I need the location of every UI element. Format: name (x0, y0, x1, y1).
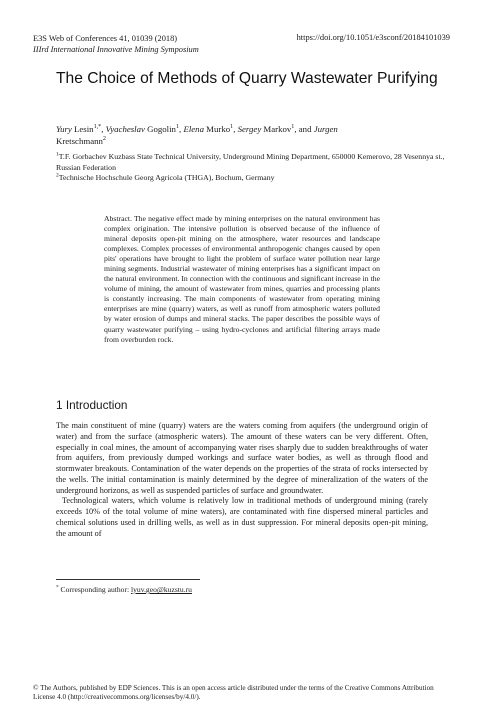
author-last-name: Kretschmann (56, 135, 103, 146)
author-first-name: Vyacheslav (105, 124, 145, 134)
conference-line: IIIrd International Innovative Mining Symposium (33, 45, 199, 54)
author-first-name: Jurgen (313, 124, 338, 134)
author-last-name: Lesin (71, 124, 94, 134)
email-link[interactable]: lyuv.geo@kuzstu.ru (131, 585, 192, 594)
affiliation-2 (56, 173, 446, 184)
footnote-mark: * (56, 584, 59, 591)
license-notice: © The Authors, published by EDP Sciences. This is an open access article distributed under the terms of the Creative Commons Attribution License 4.0 (http://creativecommons.org/licenses/by/4.0/). (33, 684, 434, 702)
author-list: Yury Lesin$^{1,*}$, Vyacheslav Gogolin$^1$, Elena Murko$^1$, Sergey Markov$^1$, and Jurgen Kretschmann$^2$ (56, 124, 338, 146)
affiliation-list (56, 152, 446, 184)
footnote-label: Corresponding author: (58, 585, 131, 594)
affil-text: Technische Hochschule Georg Agricola (THGA), Bochum, Germany (58, 173, 275, 183)
author-affil-mark: 1,* (93, 124, 102, 131)
author-last-name: Gogolin (144, 124, 176, 134)
body-paragraph-2: Technological waters, which volume is relatively low in traditional methods of underground mining (rarely exceeds 10% of the total volume of mine waters), are contaminated with fine dispersed mineral particles and chemical solutions used in drilling wells, as well as in dust suppression. For mineral deposits open-pit mining, the amount of (56, 496, 428, 538)
author-last-name: Murko (203, 124, 231, 134)
author-first-name: Sergey (237, 124, 262, 134)
author-affil-mark: 1 (291, 124, 295, 131)
author-affil-mark: 1 (230, 124, 234, 131)
author-last-name: Markov (261, 124, 292, 134)
affiliation-1 (56, 152, 446, 173)
body-paragraph-1: The main constituent of mine (quarry) waters are the waters coming from aquifers (the underground origin of water) and from the surface (atmospheric waters). The amount of these waters can be very different. Often, especially in coal mines, the amount of accompanying water rises sharply due to sudden breakthroughs of water from aquifers, from previously dumped workings and surface water bodies, as well as through flood and stormwater breakouts. Contamination of the water depends on the properties of the strata of rocks intersected by the wells. The initial contamination is mainly determined by the degree of mineralization of the waters of the underground horizons, as well as suspended particles of surface and groundwater. (56, 421, 428, 495)
author-first-name: Elena (183, 124, 204, 134)
footnote-divider (56, 579, 200, 580)
paper-title: The Choice of Methods of Quarry Wastewater Purifying (56, 70, 438, 87)
abstract-text: The negative effect made by mining enterprises on the natural environment has complex origination. The intensive pollution is observed because of the influence of mineral deposits open-pit mining on the atmosphere, water resources and landscape complexes. Complex processes of environmental anthropogenic changes caused by open pits' operations have brought to light the problem of surface water pollution near large mining segments. Industrial wastewater of mining enterprises has a significant impact on the natural environment. In connection with the continuous and significant increase in the volume of mining, the amount of wastewater from mines, quarries and processing plants is constantly increasing. The main components of wastewater from operating mining enterprises are mine (quarry) waters, as well as runoff from atmospheric waters polluted by water erosion of dumps and mineral stacks. The paper describes the possible ways of quarry wastewater purifying – using hydro-cyclones and artificial filtering arrays made from overburden rock. (104, 214, 380, 344)
abstract-label: Abstract. (104, 214, 132, 223)
author-first-name: Yury (56, 124, 72, 134)
footnote (56, 585, 192, 594)
journal-line: E3S Web of Conferences 41, 01039 (2018) (33, 34, 178, 43)
running-header-left (33, 33, 199, 55)
affil-number: 1 (56, 151, 59, 158)
section-heading: 1 Introduction (56, 398, 128, 412)
body-text (56, 421, 428, 539)
author-affil-mark: 2 (102, 135, 106, 142)
affil-text: T.F. Gorbachev Kuzbass State Technical University, Underground Mining Department, 650000 Kemerovo, 28 Vesennya st., Russian Federation (56, 152, 445, 172)
doi-link[interactable]: https://doi.org/10.1051/e3sconf/20184101039 (296, 33, 450, 42)
affil-number: 2 (56, 172, 59, 179)
abstract (104, 214, 380, 345)
author-affil-mark: 1 (175, 124, 180, 131)
